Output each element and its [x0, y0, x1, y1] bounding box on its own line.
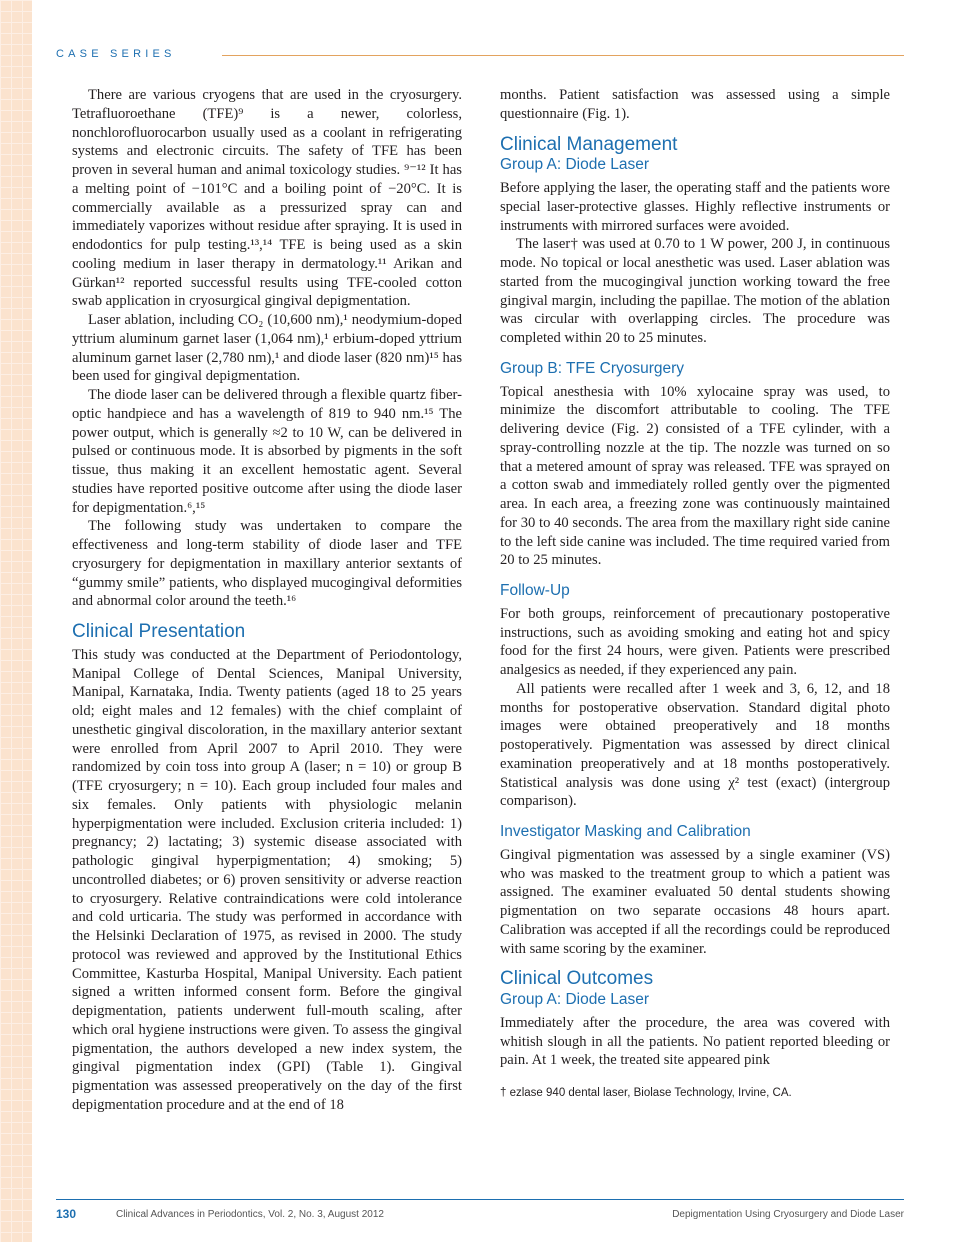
- footer-rule: [56, 1199, 904, 1200]
- page-number: 130: [56, 1207, 77, 1221]
- section-label: CASE SERIES: [56, 48, 176, 60]
- heading-group-a-outcome: Group A: Diode Laser: [500, 991, 650, 1008]
- paragraph: The following study was undertaken to compare the effectiveness and long-term stability of diode laser and TFE cryosurgery for depigmentation in maxillary anterior sextants of “gummy smile” patients, who displayed mucogingival deformities and abnormal color around the teeth.¹⁶: [72, 518, 462, 610]
- paragraph: Gingival pigmentation was assessed by a single examiner (VS) who was masked to the treatment group to which a patient was assigned. The examiner evaluated 50 dental students showing pigmentation on two separate occasions 48 hours apart. Calibration was accepted if all the recordings could be reproduced with same scoring by the examiner.: [500, 846, 890, 957]
- paragraph: The diode laser can be delivered through a flexible quartz fiber-optic handpiece and has a wavelength of 819 to 940 nm.¹⁵ The power output, which is generally ≈2 to 10 W, can be delivered in pulsed or continuous mode. It is absorbed by pigments in the soft tissue, thus making it an excellent hemostatic agent. Several studies have reported positive outcome after using the diode laser for depigmentation.⁶,¹⁵: [72, 387, 462, 516]
- paragraph: There are various cryogens that are used in the cryosurgery. Tetrafluoroethane (TFE)⁹ is a newer, colorless, nonchlorofluorocarbon usually used as a coolant in refrigerating systems and electronic circuits. The safety of TFE has been proven in several human and animal toxicology studies. ⁹⁻¹² It has a melting point of −101°C and a boiling point of −20°C. It is commercially available as a pressurized spray can and immediately vaporizes without residue after spraying. It is used in endodontics for pulp testing.¹³,¹⁴ TFE is being used as a skin cooling medium in laser therapy in dermatology.¹¹ Arikan and Gürkan¹² reported successful results using TFE-cooled cotton swab application in cryosurgical gingival depigmentation.: [72, 87, 462, 310]
- paragraph: months. Patient satisfaction was assessed using a simple questionnaire (Fig. 1).: [500, 87, 890, 122]
- running-title: Depigmentation Using Cryosurgery and Diode Laser: [672, 1209, 904, 1220]
- header-rule: [222, 55, 904, 56]
- heading-group-a: Group A: Diode Laser: [500, 156, 650, 174]
- paragraph: Immediately after the procedure, the area was covered with whitish slough in all the patients. No patient reported bleeding or pain. At 1 week, the treated site appeared pink: [500, 1014, 890, 1069]
- paragraph: For both groups, reinforcement of precautionary postoperative instructions, such as avoiding smoking and eating hot and spicy food for the first 24 hours, were given. Patients were prescribed analgesics as needed, if they experienced any pain.: [500, 605, 890, 678]
- right-column: [500, 86, 890, 1103]
- paragraph: Topical anesthesia with 10% xylocaine spray was used, to minimize the discomfort attributable to cooling. The TFE delivering device (Fig. 2) consisted of a TFE cylinder, with a spray-controlling nozzle at the tip. The nozzle was turned on so that a metered amount of spray was released. TFE was sprayed on a cotton swab and immediately rolled gently over the pigmented area. In each area, a freezing zone was continuously maintained for 30 to 40 seconds. The area from the maxillary right side canine to the left side canine was included. The time required varied from 20 to 25 minutes.: [500, 383, 890, 569]
- paragraph: Laser ablation, including CO₂ (10,600 nm),¹ neodymium-doped yttrium aluminum garnet laser (1,064 nm),¹ erbium-doped yttrium aluminum garnet laser (2,780 nm),¹ and diode laser (820 nm)¹⁵ has been used for gingival depigmentation.: [72, 312, 462, 385]
- heading-group-b: Group B: TFE Cryosurgery: [500, 359, 685, 377]
- heading-clinical-outcomes: Clinical Outcomes: [500, 968, 654, 990]
- heading-investigator-masking: Investigator Masking and Calibration: [500, 823, 751, 840]
- paragraph: This study was conducted at the Department of Periodontology, Manipal College of Dental Sciences, Manipal University, Manipal, Karnataka, India. Twenty patients (aged 18 to 25 years old; eight males and 12 females) with the chief complaint of unesthetic gingival discoloration, in the maxillary anterior sextant were enrolled from April 2007 to April 2010. They were randomized by coin toss into group A (laser; n = 10) or group B (TFE cryosurgery; n = 10). Each group included four males and six females. Only patients with physiologic melanin hyperpigmentation were included. Exclusion criteria included: 1) pregnancy; 2) lactating; 3) systemic disease associated with pathologic gingival hyperpigmentation; 4) smoking; 5) uncontrolled diabetes; or 6) proven sensitivity or adverse reaction to cryosurgery. Relative contraindications were cold intolerance and cold urticaria. The study was performed in accordance with the Helsinki Declaration of 1975, as revised in 2000. The study protocol was reviewed and approved by the Institutional Ethics Committee, Kasturba Hospital, Manipal University. Each patient signed a written informed consent form. Before the gingival depigmentation, patients underwent full-mouth scaling, after which oral hygiene instructions were given. To assess the gingival pigmentation, the authors developed a new index system, the gingival pigmentation index (GPI) (Table 1). Gingival pigmentation was assessed preoperatively on the day of the first depigmentation procedure and at the end of 18: [72, 646, 462, 1113]
- heading-follow-up: Follow-Up: [500, 582, 570, 599]
- heading-clinical-management: Clinical Management: [500, 133, 678, 155]
- decorative-side-pattern: [0, 0, 32, 1242]
- paragraph: Before applying the laser, the operating staff and the patients wore special laser-protective glasses. Highly reflective instruments or instruments with mirrored surfaces were avoided.: [500, 180, 890, 234]
- paragraph: All patients were recalled after 1 week and 3, 6, 12, and 18 months for postoperative observation. Standard digital photo images were obtained preoperatively and 18 months postoperatively. Pigmentation was assessed by direct clinical examination preoperatively and at 18 months postoperatively. Statistical analysis was done using χ² test (exact) (intergroup comparison).: [500, 680, 890, 810]
- footnote: † ezlase 940 dental laser, Biolase Technology, Irvine, CA.: [500, 1087, 792, 1099]
- journal-citation: Clinical Advances in Periodontics, Vol. 2, No. 3, August 2012: [116, 1209, 384, 1220]
- heading-clinical-presentation: Clinical Presentation: [72, 621, 246, 642]
- paragraph: The laser† was used at 0.70 to 1 W power, 200 J, in continuous mode. No topical or local anesthetic was used. Laser ablation was started from the mucogingival junction working toward the free gingival margin, including the papillae. The motion of the ablation was circular with overlapping circles. The procedure was completed within 20 to 25 minutes.: [500, 236, 890, 346]
- left-column: [72, 86, 462, 1115]
